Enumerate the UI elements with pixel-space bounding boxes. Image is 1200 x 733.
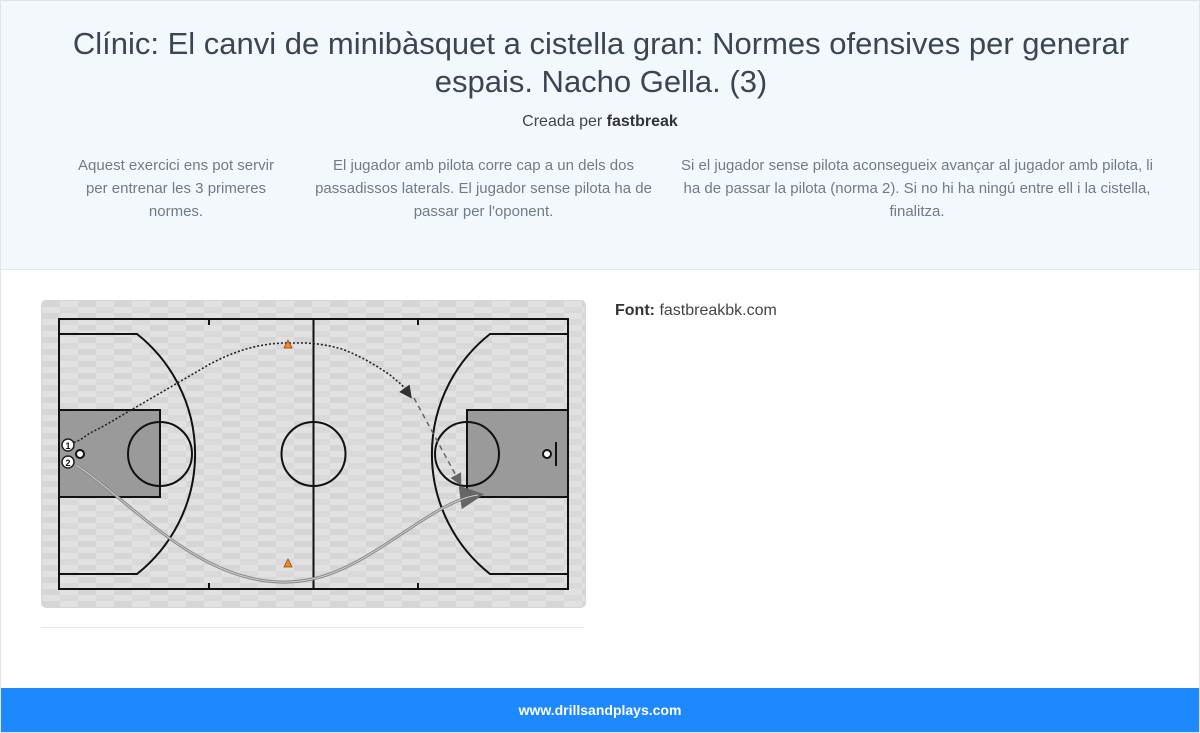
player-marker[interactable] [62, 456, 74, 468]
author-line [1, 113, 1199, 131]
footer-bar [1, 688, 1199, 732]
right-hoop [543, 450, 551, 458]
divider [41, 627, 584, 628]
source-label: Font: [615, 302, 655, 319]
description-step-2: El jugador amb pilota corre cap a un dels dos passadissos laterals. El jugador sense pilota ha de passar per l'oponent. [315, 157, 652, 220]
basketball-court [42, 301, 585, 607]
drill-header [1, 1, 1199, 270]
author-link[interactable]: fastbreak [606, 113, 678, 130]
right-paint [467, 410, 568, 497]
player-2-label: 2 [65, 458, 71, 468]
source-value[interactable]: fastbreakbk.com [659, 302, 777, 319]
footer-site-link[interactable]: www.drillsandplays.com [518, 702, 682, 718]
player-marker[interactable] [62, 439, 74, 451]
source-line [615, 302, 777, 320]
description-step-1: Aquest exercici ens pot servir per entrenar les 3 primeres normes. [78, 157, 274, 220]
drill-title: Clínic: El canvi de minibàsquet a cistella gran: Normes ofensives per generar espais. Nacho Gella. (3) [72, 26, 1130, 99]
created-by-label: Creada per [522, 113, 603, 130]
court-diagram[interactable] [41, 300, 586, 608]
description-step-3: Si el jugador sense pilota aconsegueix avançar al jugador amb pilota, li ha de passar la pilota (norma 2). Si no hi ha ningú entre ell i la cistella, finalitza. [681, 157, 1153, 220]
player-1-label: 1 [65, 441, 71, 451]
left-hoop [76, 450, 84, 458]
